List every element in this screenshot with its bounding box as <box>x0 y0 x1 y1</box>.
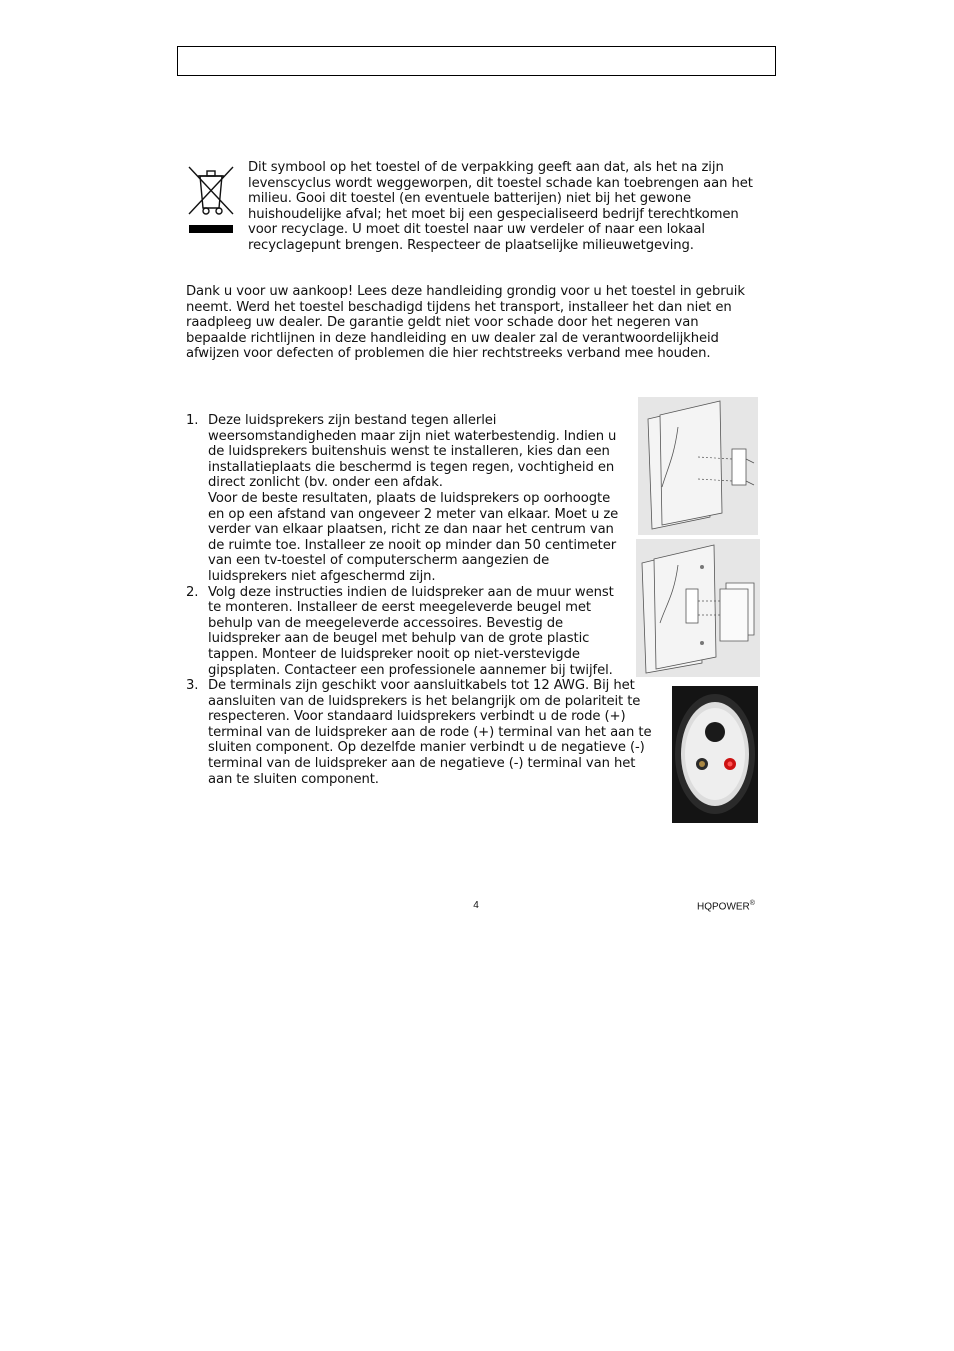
list-item-number: 2. <box>186 584 199 600</box>
list-item <box>186 678 656 787</box>
list-item <box>186 413 656 585</box>
icon-float-spacer <box>186 160 248 238</box>
brand-name: HQPOWER <box>697 901 750 913</box>
list-item <box>186 585 656 679</box>
list-item-number: 1. <box>186 413 199 428</box>
weee-text: Dit symbool op het toestel of de verpakking geeft aan dat, als het na zijn levenscyclus wordt weggeworpen, dit toestel schade kan toebrengen aan het milieu. Gooi dit toestel (en eventuele batterijen) niet bij het gewone huishoudelijke afval; het moet bij een gespecialiseerd bedrijf terechtkomen voor recyclage. U moet dit toestel naar uw verdeler of naar een lokaal recyclagepunt brengen. Respecteer de plaatselijke milieuwetgeving. <box>248 160 753 253</box>
speaker-mount-diagram <box>636 539 760 677</box>
list-item-text: Volg deze instructies indien de luidspreker aan de muur wenst te monteren. Installeer de eerst meegeleverde beugel met behulp van de meegeleverde accessoires. Bevestig de luidspreker aan de beugel met behulp van de grote plastic tappen. Monteer de luidspreker nooit op niet-verstevigde gipsplaten. Contacteer een professionele aannemer bij twijfel. <box>208 584 614 678</box>
list-item-number: 3. <box>186 678 199 694</box>
registered-mark: ® <box>749 900 755 907</box>
list-item-text: Deze luidsprekers zijn bestand tegen allerlei weersomstandigheden maar zijn niet waterbestendig. Indien u de luidsprekers buitenshuis wenst te installeren, kies dan een installatieplaats die beschermd is tegen regen, vochtigheid en direct zonlicht (bv. onder een afdak. <box>208 413 617 491</box>
intro-text: Dank u voor uw aankoop! Lees deze handleiding grondig voor u het toestel in gebruik neemt. Werd het toestel beschadigd tijdens het transport, installeer het dan niet en raadpleeg uw dealer. De garantie geldt niet voor schade door het negeren van bepaalde richtlijnen in deze handleiding en uw dealer zal de verantwoordelijkheid afwijzen voor defecten of problemen die hier rechtstreeks verband mee houden. <box>186 284 745 362</box>
list-item-text-continued: Voor de beste resultaten, plaats de luidsprekers op oorhoogte en op een afstand van ongeveer 2 meter van elkaar. Moet u ze verder van elkaar plaatsen, richt ze dan naar het centrum van de ruimte toe. Installeer ze nooit op minder dan 50 centimeter van een tv-toestel of computerscherm aangezien de luidsprekers niet afgeschermd zijn. <box>208 490 619 584</box>
brand-footer <box>697 900 755 912</box>
weee-paragraph <box>186 160 758 254</box>
list-item-text: De terminals zijn geschikt voor aansluitkabels tot 12 AWG. Bij het aansluiten van de luidsprekers is het belangrijk om de polariteit te respecteren. Voor standaard luidsprekers verbindt u de rode (+) terminal van de luidspreker aan de rode (+) terminal van het aan te sluiten component. Op dezelfde manier verbindt u de negatieve (-) terminal van de luidspreker aan de negatieve (-) terminal van het aan te sluiten component. <box>208 678 652 787</box>
intro-paragraph <box>186 284 758 362</box>
wall-mount-diagram <box>638 397 758 535</box>
header-box <box>177 46 776 76</box>
page-number: 4 <box>473 900 479 911</box>
speaker-terminal-photo <box>672 686 758 823</box>
instruction-list <box>186 413 656 787</box>
